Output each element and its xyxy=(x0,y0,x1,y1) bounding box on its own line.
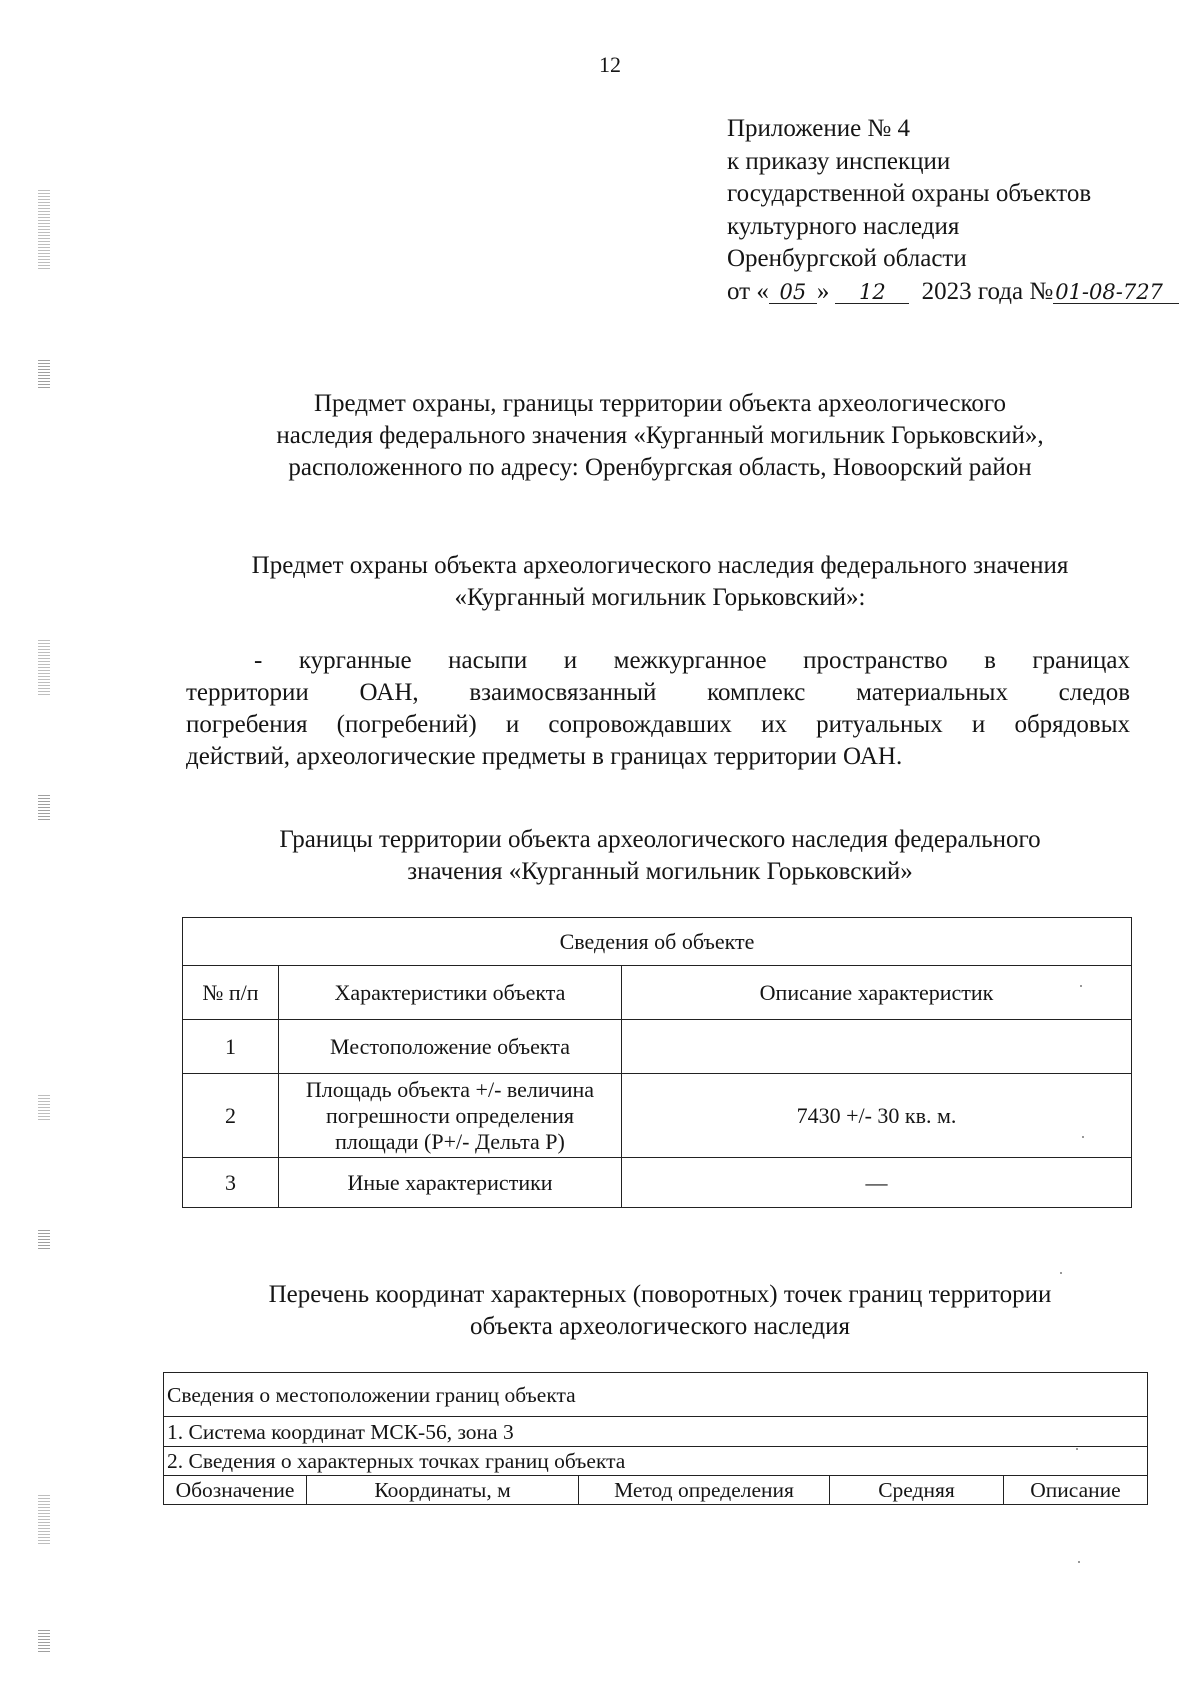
heading-line: объекта археологического наследия xyxy=(470,1313,850,1340)
heading-line: Перечень координат характерных (поворотных) точек границ территории xyxy=(268,1281,1052,1308)
row-number: 1 xyxy=(183,1020,279,1074)
table-row xyxy=(183,1074,1132,1158)
handwritten-month: 12 xyxy=(835,281,909,304)
title-line: Предмет охраны, границы территории объекта археологического xyxy=(313,390,1007,417)
appendix-line: к приказу инспекции xyxy=(727,147,951,175)
coordinates-heading xyxy=(0,1279,1200,1343)
object-info-table xyxy=(182,917,1132,1208)
document-title xyxy=(0,388,1200,484)
column-header: Координаты, м xyxy=(307,1476,579,1505)
day-suffix: » xyxy=(816,277,830,305)
table-row xyxy=(183,1158,1132,1208)
column-header: № п/п xyxy=(183,966,279,1020)
row-description: — xyxy=(622,1158,1132,1208)
row-number: 2 xyxy=(183,1074,279,1158)
heading-line: «Курганный могильник Горьковский»: xyxy=(454,584,866,611)
table-row xyxy=(183,1020,1132,1074)
column-header: Средняя xyxy=(830,1476,1004,1505)
date-prefix: от « xyxy=(727,277,769,305)
paragraph-line: территории ОАН, взаимосвязанный комплекс материальных следов xyxy=(186,679,1130,706)
appendix-block xyxy=(727,113,1187,308)
scan-speck xyxy=(1060,1272,1062,1274)
year-text: 2023 года № xyxy=(921,277,1054,305)
row-characteristic: Местоположение объекта xyxy=(279,1020,622,1074)
row-number: 3 xyxy=(183,1158,279,1208)
appendix-line: Приложение № 4 xyxy=(727,115,911,142)
title-line: наследия федерального значения «Курганный могильник Горьковский», xyxy=(276,422,1044,449)
page-number: 12 xyxy=(599,52,621,77)
table-caption: Сведения об объекте xyxy=(183,918,1132,966)
appendix-line: культурного наследия xyxy=(727,212,960,240)
scan-speck xyxy=(1080,985,1082,987)
column-header: Обозначение xyxy=(164,1476,307,1505)
protection-heading xyxy=(0,550,1200,614)
coords-caption: Сведения о местоположении границ объекта xyxy=(164,1373,1148,1417)
heading-line: Предмет охраны объекта археологического наследия федерального значения xyxy=(251,552,1069,579)
coordinates-table xyxy=(163,1372,1148,1505)
appendix-line: государственной охраны объектов xyxy=(727,180,1092,207)
title-line: расположенного по адресу: Оренбургская область, Новоорский район xyxy=(288,454,1032,481)
order-date-line xyxy=(727,276,1187,309)
row-description xyxy=(622,1020,1132,1074)
scan-speck xyxy=(1082,1136,1084,1138)
paragraph-line: - курганные насыпи и межкурганное пространство в границах xyxy=(254,647,1130,674)
paragraph-line: действий, археологические предметы в границах территории ОАН. xyxy=(186,743,903,770)
column-header: Описание xyxy=(1004,1476,1148,1505)
row-description: 7430 +/- 30 кв. м. xyxy=(622,1074,1132,1158)
points-info-caption: 2. Сведения о характерных точках границ объекта xyxy=(164,1447,1148,1476)
row-characteristic: Площадь объекта +/- величина погрешности определения площади (Р+/- Дельта Р) xyxy=(279,1074,622,1158)
heading-line: значения «Курганный могильник Горьковский» xyxy=(407,858,913,885)
handwritten-order-number: 01-08-727 xyxy=(1053,281,1179,304)
handwritten-day: 05 xyxy=(769,281,817,304)
scan-speck xyxy=(1076,1448,1078,1450)
protection-paragraph xyxy=(186,645,1130,773)
coordinate-system: 1. Система координат МСК-56, зона 3 xyxy=(164,1417,1148,1447)
scan-speck xyxy=(1078,1561,1080,1563)
paragraph-line: погребения (погребений) и сопровождавших их ритуальных и обрядовых xyxy=(186,711,1130,738)
heading-line: Границы территории объекта археологического наследия федерального xyxy=(279,826,1041,853)
row-characteristic: Иные характеристики xyxy=(279,1158,622,1208)
column-header: Метод определения xyxy=(579,1476,830,1505)
appendix-line: Оренбургской области xyxy=(727,245,967,272)
column-header: Описание характеристик xyxy=(622,966,1132,1020)
column-header: Характеристики объекта xyxy=(279,966,622,1020)
boundaries-heading xyxy=(0,824,1200,888)
